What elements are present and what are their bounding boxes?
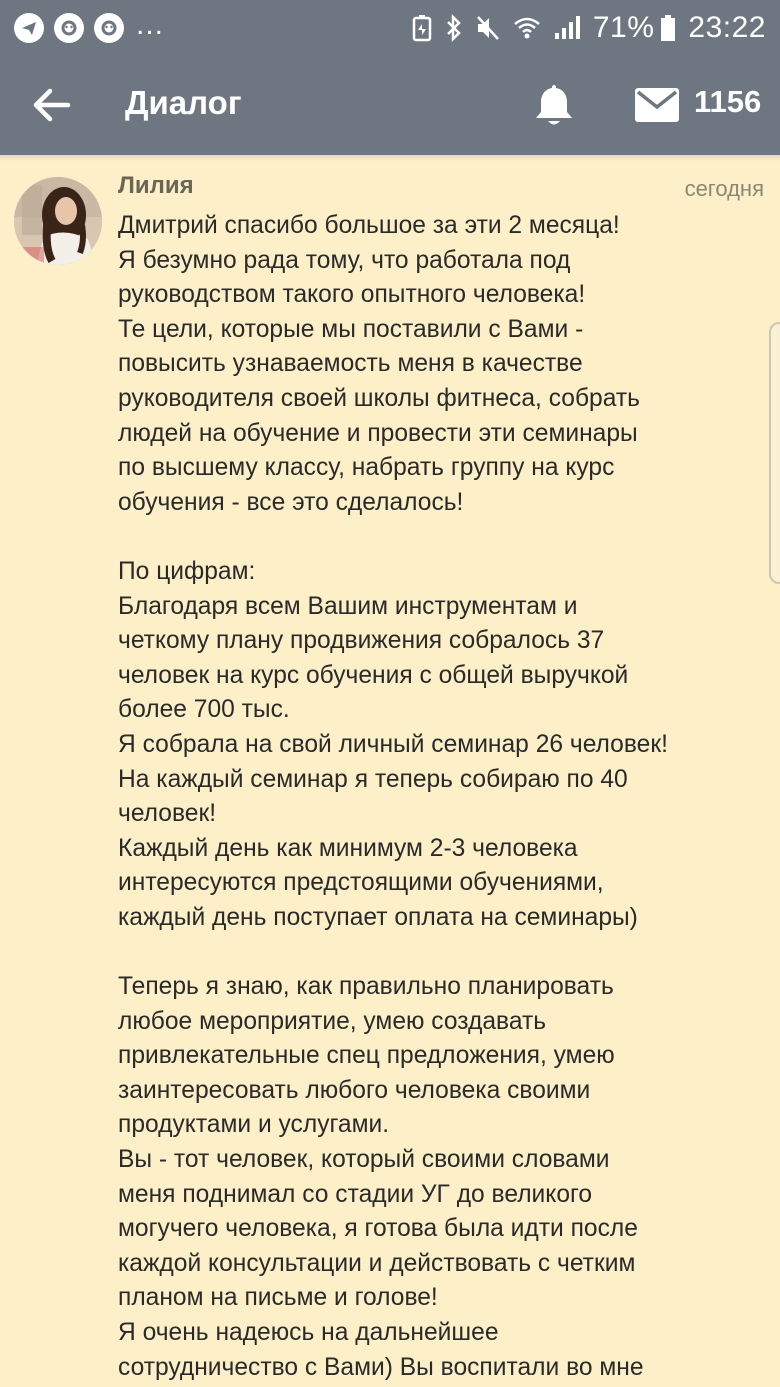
message-line: Я очень надеюсь на дальнейшее <box>118 1319 499 1346</box>
message-line: продуктами и услугами. <box>118 1111 390 1139</box>
messages-count[interactable]: 1156 <box>694 84 762 119</box>
message-line: На каждый семинар я теперь собираю по 40 <box>118 765 628 793</box>
message-date: сегодня <box>684 176 764 201</box>
message-line: Благодаря всем Вашим инструментам и <box>118 592 578 620</box>
message-line: любое мероприятие, умею создавать <box>118 1007 547 1035</box>
message-line: могучего человека, я готова была идти после <box>118 1215 638 1243</box>
arrow-left-icon <box>32 87 72 123</box>
page-title: Диалог <box>125 84 242 121</box>
bluetooth-icon <box>445 14 463 42</box>
notification-icons <box>14 7 165 43</box>
sender-name[interactable]: Лилия <box>118 172 194 199</box>
message-line: Дмитрий спасибо большое за эти 2 месяца! <box>118 212 620 239</box>
message-line: Каждый день как минимум 2-3 человека <box>118 834 578 862</box>
message-line: Те цели, которые мы поставили с Вами - <box>118 315 584 343</box>
message-line: руководителя своей школы фитнеса, собрать <box>118 384 640 412</box>
system-icons <box>411 11 766 45</box>
message-line: четкому плану продвижения собралось 37 <box>118 627 605 655</box>
wifi-icon <box>513 15 541 41</box>
toolbar-shadow <box>0 155 780 161</box>
app-toolbar <box>0 55 780 155</box>
message-line: Я безумно рада тому, что работала под <box>118 246 571 274</box>
message-line: интересуются предстоящими обучениями, <box>118 869 604 897</box>
mute-icon <box>475 14 501 42</box>
battery-saver-icon <box>411 14 433 42</box>
message-line: заинтересовать любого человека своими <box>118 1076 591 1104</box>
message-line: повысить узнаваемость меня в качестве <box>118 350 583 378</box>
clock: 23:22 <box>688 10 766 44</box>
message-text <box>118 209 768 1385</box>
message-line <box>118 520 768 555</box>
message-line: обучения - все это сделалось! <box>118 488 464 516</box>
message-line: каждый день поступает оплата на семинары) <box>118 903 638 931</box>
battery-indicator <box>593 11 677 45</box>
message-line: сотрудничество с Вами) Вы воспитали во мне <box>118 1353 644 1381</box>
message-line: по высшему классу, набрать группу на курс <box>118 454 615 482</box>
message-line: человек на курс обучения с общей выручкой <box>118 661 629 689</box>
envelope-icon <box>634 87 680 123</box>
signal-icon <box>553 15 581 41</box>
status-bar <box>0 0 780 55</box>
message-line: человек! <box>118 800 217 828</box>
message-line: каждой консультации и действовать с четким <box>118 1249 636 1277</box>
message-line: Я собрала на свой личный семинар 26 человек! <box>118 730 668 758</box>
more-notifications-indicator: ... <box>136 7 165 41</box>
message-line: планом на письме и голове! <box>118 1284 438 1312</box>
message-line: привлекательные спец предложения, умею <box>118 1042 615 1070</box>
message-line: руководством такого опытного человека! <box>118 281 586 309</box>
message-line: Теперь я знаю, как правильно планировать <box>118 973 614 1001</box>
avatar[interactable] <box>14 177 102 265</box>
app-notification-icon <box>94 13 124 43</box>
back-button[interactable] <box>30 83 74 127</box>
battery-icon <box>660 14 676 42</box>
telegram-icon <box>14 13 44 43</box>
scrollbar-handle[interactable] <box>769 322 780 584</box>
app-notification-icon <box>54 13 84 43</box>
bell-icon <box>532 82 576 128</box>
message-line: По цифрам: <box>118 557 256 585</box>
message-line: Вы - тот человек, который своими словами <box>118 1146 610 1174</box>
notifications-button[interactable] <box>528 79 580 131</box>
message-line: более 700 тыс. <box>118 696 290 724</box>
battery-percent: 71% <box>592 10 655 44</box>
message-line <box>118 935 768 970</box>
messages-button[interactable] <box>632 85 682 125</box>
message-line: людей на обучение и провести эти семинары <box>118 419 638 447</box>
message-line: меня поднимал со стадии УГ до великого <box>118 1180 593 1208</box>
